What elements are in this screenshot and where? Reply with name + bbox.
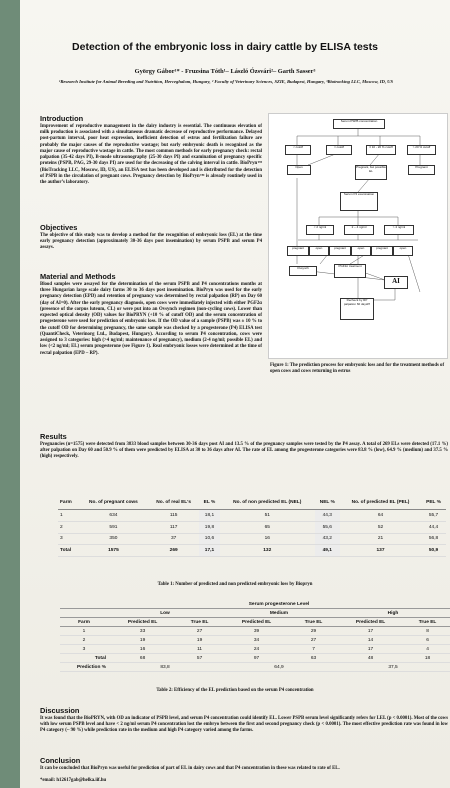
table1-cell: Total [58,545,79,557]
table1-cell: 50,9 [421,545,446,557]
intro-text: Improvement of reproductive management in the dairy industry is essential. The continuous elevation of milk production is associated with a simultaneous dramatic decrease of reproductive performance. Delayed post-partum interval, poor heat expression, inefficient detection of estrus and fertilization failure are probably the major causes of the reproductive wastage; but early embryonic death is recognized as the major cause of reproductive wastage in cattle. The most common methods for early pregnancy check: rectal palpation (35-42 days PI), B-mode ultrasonography (25-30 days PI) and examination of pregnancy specific proteins (PSPB, PAG, 29-30 days PI) are used for the decreasing of the calving interval in cattle. BioPryn™ (BioTracking LLC, Moscow, ID, US), an ELISA test has been developed and is distributed for the detection of PSPB in the circulation of pregnant cows. Pregnancy detection by BioPryn™ is already routinely used in the author’s laboratory. [40,124,262,186]
table2-cell: 27 [177,627,222,636]
table1-cell: 52 [340,521,421,533]
table2-caption: Table 2: Efficiency of the EL prediction based on the serum P4 concentration [156,688,314,693]
table1-cell: 64 [340,510,421,522]
table2-cell: 24 [222,645,291,654]
table1-cell: 1575 [79,545,148,557]
table1-cell: 55,6 [315,521,340,533]
table1 [58,495,446,557]
table2-prediction-low: 83,8 [108,663,222,672]
table1-cell: 1 [58,510,79,522]
table2-header-cell: Predicted EL [336,618,405,627]
table2-title: Serum progesterone Level [108,600,450,609]
table1-header-cell: No. of predicted EL (PEL) [340,495,421,510]
flow-box-open-low: open [309,246,329,256]
table-row [58,510,446,522]
table1-header-cell: No. of non predicted EL (NEL) [220,495,315,510]
affiliations: ¹Research Institute for Animal Breeding and Nutrition, Herceghalom, Hungary, ² Faculty of Veterinary Sciences, SZIE, Budapest, Hungary, ³Biotracking LLC, Moscow, ID, US [58,79,394,84]
table2-header-cell: True EL [177,618,222,627]
table1-cell: 51 [220,510,315,522]
table2-cell: 2 [60,636,108,645]
table2-prediction-row [60,663,450,672]
table1-cell: 49,1 [315,545,340,557]
table2-cell: 14 [336,636,405,645]
table1-header-cell: No. of pregnant cows [79,495,148,510]
table2-cell: 17 [336,645,405,654]
table2-header-cell: True EL [291,618,336,627]
table1-header-cell: PEL % [421,495,446,510]
table1-cell: 137 [340,545,421,557]
flow-box-10-20-cutoff: ± 10 - 20 % cutoff [366,145,396,155]
table2-cell: 17 [336,627,405,636]
table1-header-cell: NEL % [315,495,340,510]
table2-cell: 7 [291,645,336,654]
table2-header-cell: True EL [405,618,450,627]
table2-cell: 16 [108,645,177,654]
table2-cell: 33 [108,627,177,636]
authors: György Gábor¹* - Fruzsina Tóth¹– László Ózsvári²– Garth Sasser³ [134,68,316,75]
table1-cell: 43,2 [315,533,340,545]
table2-cell: 68 [108,654,177,663]
table1-cell: 115 [148,510,199,522]
flow-box-possible-el: Pregnant, but possible EL [355,165,387,180]
table2-cell: 39 [222,627,291,636]
table-row-total [58,545,446,557]
table1-cell: 55,7 [421,510,446,522]
flow-box-p4-high: > 4 ng/ml [384,225,414,235]
table1-caption: Table 1: Number of predicted and non predicted embryonic loss by Biopryn [157,582,313,587]
table2-cell: 29 [291,627,336,636]
table2-cell: 63 [291,654,336,663]
table2-cell: 1 [60,627,108,636]
table-row [60,636,450,645]
conclusion-text: It can be concluded that BioPryn was useful for prediction of part of EL in dairy cows and that P4 concentration in these was related to rate of EL. [40,766,340,771]
table2-header-cell: Farm [60,618,108,627]
table1-header-row [58,495,446,510]
flow-box-recheck: Recheck by RP palpation 60 daysPI [340,298,374,320]
results-heading: Results [40,432,67,441]
table1-cell: 56,8 [421,533,446,545]
table-row [58,521,446,533]
results-text: Pregnancies (n=1575) were detected from 3833 blood samples between 30-36 days post AI and 13.5 % of the pregnancy samples were tested by the P4 assay. A total of 269 ELs were detected (17.1 %) after palpation on Day 60 and 50.9 % of them were predicted by ELISA at 30 to 36 days after AI. The rate of EL among the progesterone categories were 83.8 % (low), 64.9 % (medium) and 37.5 % (high) respectively. [40,442,448,460]
table2-header-cell: Predicted EL [108,618,177,627]
table1-cell: 117 [148,521,199,533]
table1-cell: 2 [58,521,79,533]
conclusion-heading: Conclusion [40,756,81,765]
intro-heading: Introduction [40,114,84,123]
flow-box-p4-mid: 2 – 4 ng/ml [344,225,374,235]
table2-cell: 19 [108,636,177,645]
objectives-heading: Objectives [40,223,78,232]
table1-cell: 21 [340,533,421,545]
flow-box-pregnant: Pregnant [408,165,435,175]
table2-prediction-label: Prediction % [60,663,108,672]
flow-box-open-high: open [393,246,413,256]
flow-box-below-cutoff: < cutoff [285,145,311,155]
table1-cell: 591 [79,521,148,533]
flow-box-pregnant-low: pregnant [287,246,309,256]
table2-cell: 48 [336,654,405,663]
table1-cell: 3 [58,533,79,545]
table2-cell: 3 [60,645,108,654]
table1-cell: 10,6 [199,533,220,545]
flow-box-open: Open [287,165,311,175]
flow-box-p4-low: < 2 ng/ml [306,225,334,235]
flow-box-ai: AI [384,276,408,289]
flow-box-serum-pspb: Serum PSPB concentration [333,119,385,129]
table-row-total [60,654,450,663]
table2-cell: 19 [177,636,222,645]
table2-prediction-medium: 64,9 [222,663,336,672]
flow-box-pregnant-mid: pregnant [329,246,351,256]
table1-header-cell: No. of real EL's [148,495,199,510]
table2-cell: 57 [177,654,222,663]
table-row [60,645,450,654]
table1-cell: 44,4 [421,521,446,533]
table2-header-row [60,618,450,627]
methods-text: Blood samples were assayed for the determination of the serum PSPB and P4 concentrations months at three Hungarian large scale dairy farms 30 to 36 days post insemination. BioPryn was used for the early pregnancy detection (EPD) and retention of pregnancy was determined by rectal palpation (RP) on Day 60 (day of AI=0). After the early pregnancy diagnosis, open cows were immediately injected with either PGF2α (presence of the corpus luteum, CL) or were put into an Ovsynch regimen (non-cycling cows). Lower than expected optical density (OD) values for BioPRYN (+10 % of cutoff OD) and the serum concentration of progesterone were used for prediction of embryonic loss. If the OD value of a sample (PSPB) was ± 10 % to the cutoff OD for determining pregnancy, the same sample was checked by a progesterone (P4) ELISA test (QuantiCheck, Veterinorg Ltd., Budapest, Hungary). According to serum P4 concentration, cows were assigned to 3 categories: high (>4 ng/ml; maintenance of pregnancy), medium (2-4 ng/ml; possible EL) and low (<2 ng/ml; EL) serum progesterone (see Figure 1). Real embryonic losses were determined at the time of rectal palpation (EPD – RP). [40,282,262,356]
flow-box-serum-p4: Serum P4 examination [340,192,378,211]
table-row [58,533,446,545]
table2-cell: 11 [177,645,222,654]
table2-cell: 18 [405,654,450,663]
table1-cell: 269 [148,545,199,557]
discussion-text: It was found that the BioPRYN, with OD an indicator of PSPB level, and serum P4 concentration could identify EL. Lower PSPB serum level significantly refers for LEL (p < 0.0001). Most of the cows with low serum PSPB level and have < 2 ng/ml serum P4 concentration lost the embryo between the first and second pregnancy check (p < 0.0001). The most effective prediction rate was found in low P4 category (~ 90 %) while prediction rate in the medium and high P4 category varied among the farms. [40,716,448,734]
table1-cell: 132 [220,545,315,557]
table2-header-cell: Predicted EL [222,618,291,627]
table1-cell: 65 [220,521,315,533]
table2-cell: 6 [405,636,450,645]
table1-cell: 37 [148,533,199,545]
flow-box-pregnant-high: pregnant [371,246,393,256]
methods-heading: Material and Methods [40,272,116,281]
flow-box-ovsynch: Ovsynch [289,266,317,276]
table1-cell: 44,3 [315,510,340,522]
table2-group-high: High [336,609,450,618]
table1-cell: 19,8 [199,521,220,533]
table1-cell: 634 [79,510,148,522]
discussion-heading: Discussion [40,706,80,715]
table2-cell: 34 [222,636,291,645]
flow-box-pgf-treatment: PGF2α treatment [334,264,366,278]
table2-cell: 8 [405,627,450,636]
table2 [60,600,450,672]
table2-cell: Total [60,654,108,663]
table1-header-cell: Farm [58,495,79,510]
flow-box-above-20-cutoff: > 20 % cutoff [407,145,436,155]
table1-cell: 17,1 [199,545,220,557]
table1-cell: 350 [79,533,148,545]
table2-group-medium: Medium [222,609,336,618]
table1-header-cell: EL % [199,495,220,510]
contact-email: *email: h12617gab@helka.iif.hu [40,778,107,783]
flow-box-equal-cutoff: = cutoff [326,145,352,155]
flow-box-open-mid: open [351,246,371,256]
figure1-caption: Figure 1: The prediction process for embryonic loss and for the treatment methods of open cows and cows returning in estrus [270,363,445,375]
table2-cell: 97 [222,654,291,663]
table2-prediction-high: 37,5 [336,663,450,672]
table1-cell: 18,1 [199,510,220,522]
table-row [60,627,450,636]
table1-cell: 16 [220,533,315,545]
table2-cell: 4 [405,645,450,654]
objectives-text: The objective of this study was to develop a method for the recognition of embryonic loss (EL) at the time early pregnancy detection (approximately 30-36 days post insemination) by serum PSPB and serum P4 assays. [40,233,262,251]
poster-title: Detection of the embryonic loss in dairy cattle by ELISA tests [72,41,378,53]
table2-group-low: Low [108,609,222,618]
table2-cell: 27 [291,636,336,645]
